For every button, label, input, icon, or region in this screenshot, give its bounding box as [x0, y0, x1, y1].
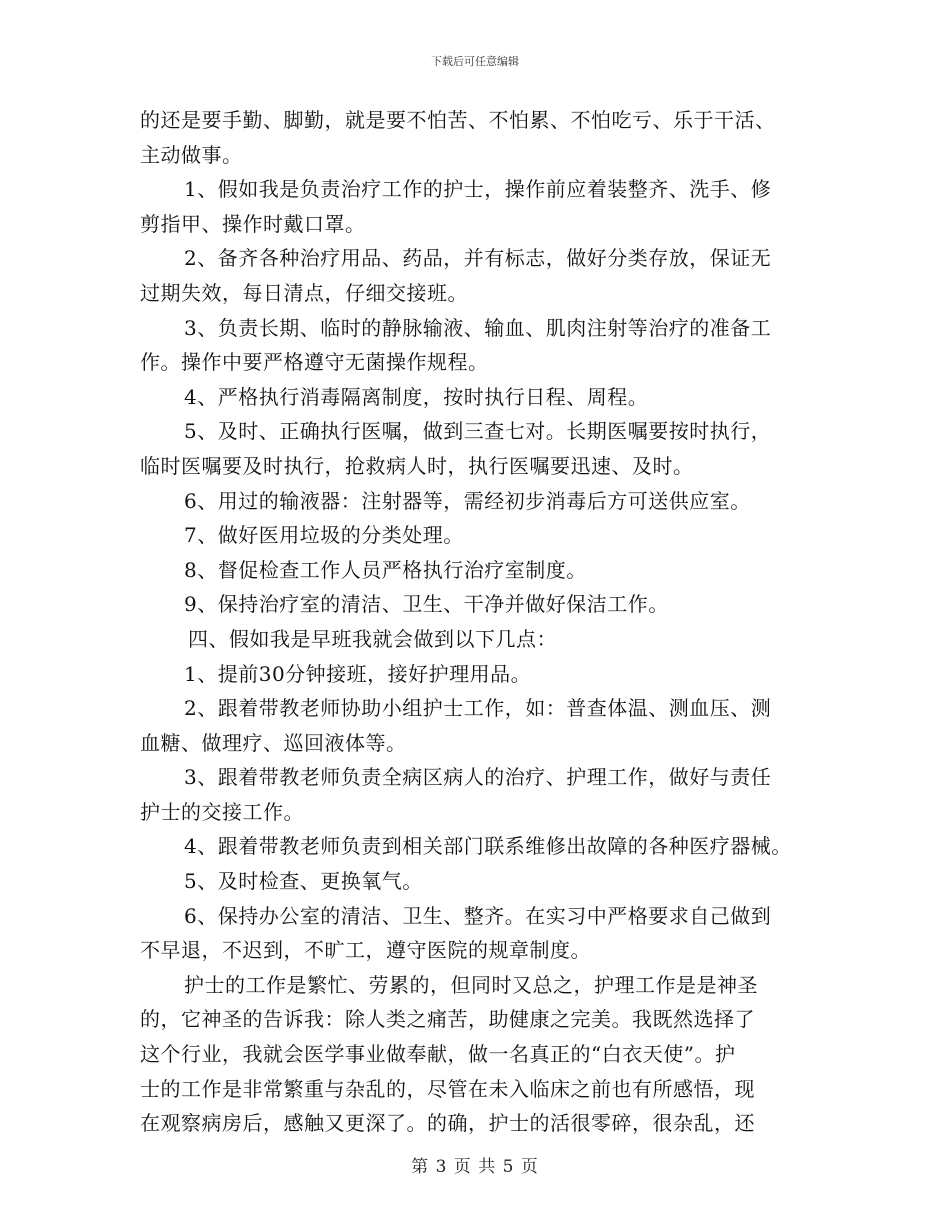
list-item: 6、用过的输液器：注射器等，需经初步消毒后方可送供应室。: [184, 488, 751, 513]
text-line: 护士的交接工作。: [140, 799, 304, 824]
text-line: 过期失效，每日清点，仔细交接班。: [140, 280, 468, 305]
list-item: 5、及时检查、更换氧气。: [184, 869, 423, 894]
text-line: 剪指甲、操作时戴口罩。: [140, 211, 366, 236]
text-line: 的还是要手勤、脚勤，就是要不怕苦、不怕累、不怕吃亏、乐于干活、: [140, 108, 776, 132]
list-item: 2、跟着带教老师协助小组护士工作，如：普查体温、测血压、测: [184, 696, 772, 721]
text-line: 在观察病房后，感触又更深了。的确，护士的活很零碎，很杂乱，还: [140, 1111, 755, 1136]
list-item: 1、提前30分钟接班，接好护理用品。: [184, 661, 532, 686]
list-item: 9、保持治疗室的清洁、卫生、干净并做好保洁工作。: [184, 592, 669, 617]
list-item: 7、做好医用垃圾的分类处理。: [184, 523, 464, 548]
paragraph-start: 护士的工作是繁忙、劳累的，但同时又总之，护理工作是是神圣: [184, 972, 758, 997]
section-heading: 四、假如我是早班我就会做到以下几点：: [188, 626, 557, 651]
list-item: 4、跟着带教老师负责到相关部门联系维修出故障的各种医疗器械。: [184, 834, 792, 859]
list-item: 3、跟着带教老师负责全病区病人的治疗、护理工作，做好与责任: [184, 765, 772, 790]
text-line: 士的工作是非常繁重与杂乱的，尽管在未入临床之前也有所感悟，现: [140, 1076, 755, 1101]
text-line: 主动做事。: [140, 142, 243, 167]
text-line: 的，它神圣的告诉我：除人类之痛苦，助健康之完美。我既然选择了: [140, 1007, 755, 1032]
list-item: 6、保持办公室的清洁、卫生、整齐。在实习中严格要求自己做到: [184, 903, 772, 928]
list-item: 2、备齐各种治疗用品、药品，并有标志，做好分类存放，保证无: [184, 246, 772, 271]
list-item: 1、假如我是负责治疗工作的护士，操作前应着装整齐、洗手、修: [184, 177, 772, 202]
page-number: 第 3 页 共 5 页: [411, 1157, 539, 1177]
document-body: [140, 103, 840, 1141]
text-line: 血糖、做理疗、巡回液体等。: [140, 730, 407, 755]
list-item: 3、负责长期、临时的静脉输液、输血、肌肉注射等治疗的准备工: [184, 315, 772, 340]
list-item: 8、督促检查工作人员严格执行治疗室制度。: [184, 557, 587, 582]
text-line: 临时医嘱要及时执行，抢救病人时，执行医嘱要迅速、及时。: [140, 453, 694, 478]
list-item: 4、严格执行消毒隔离制度，按时执行日程、周程。: [184, 384, 649, 409]
list-item: 5、及时、正确执行医嘱，做到三查七对。长期医嘱要按时执行，: [184, 419, 772, 444]
text-line: 不早退，不迟到，不旷工，遵守医院的规章制度。: [140, 938, 591, 963]
text-line: 这个行业，我就会医学事业做奉献，做一名真正的“白衣天使”。护: [140, 1042, 736, 1067]
page-header: 下载后可任意编辑: [431, 55, 519, 68]
text-line: 作。操作中要严格遵守无菌操作规程。: [140, 350, 489, 375]
